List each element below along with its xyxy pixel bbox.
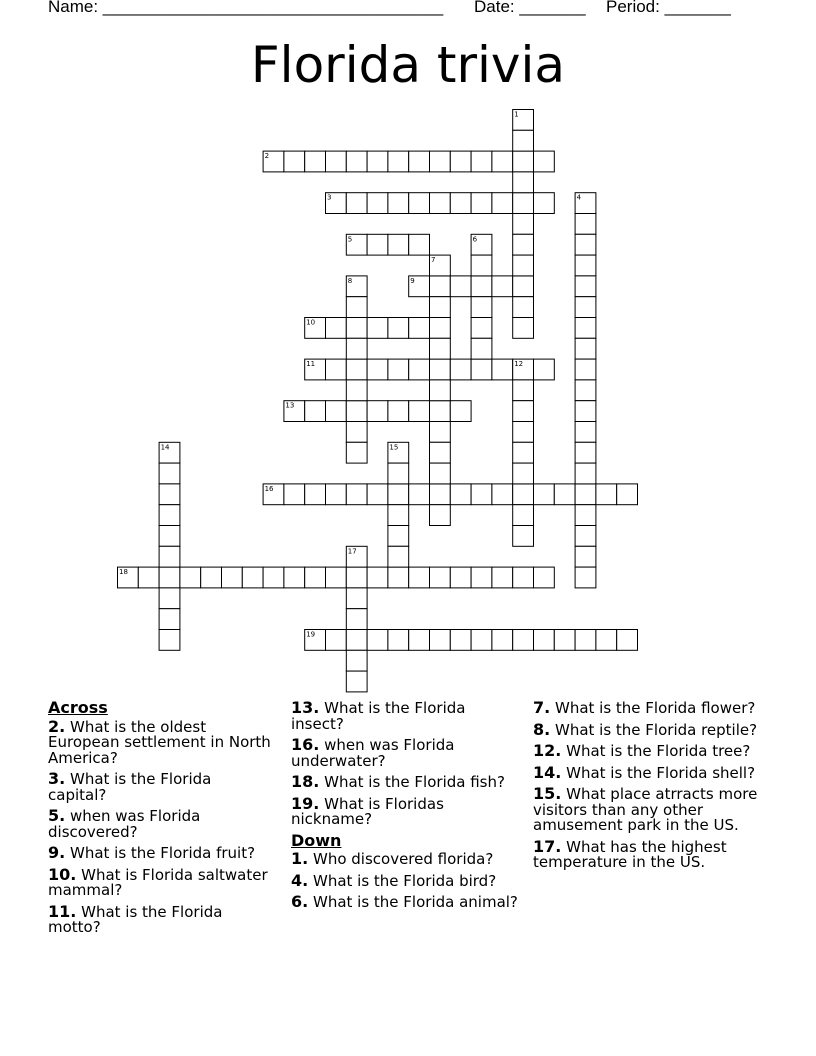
grid-cell[interactable] (242, 567, 263, 588)
clue-number: 13. (291, 698, 320, 717)
grid-cell[interactable] (305, 401, 326, 422)
grid-cell[interactable] (534, 193, 555, 214)
grid-cell[interactable] (471, 151, 492, 172)
clue-text: What is the Florida flower? (550, 699, 756, 717)
grid-cell[interactable] (326, 318, 347, 339)
cell-number: 14 (160, 443, 170, 452)
clue-number: 1. (291, 849, 309, 868)
grid-cell[interactable] (367, 630, 388, 651)
grid-cell[interactable] (450, 484, 471, 505)
grid-cell[interactable] (388, 484, 409, 505)
clue-item (291, 737, 523, 769)
clue-number: 14. (533, 762, 562, 782)
grid-cell[interactable] (575, 630, 596, 651)
grid-cell[interactable] (159, 546, 180, 567)
grid-cell[interactable] (575, 380, 596, 401)
clue-text: when was Florida underwater? (291, 736, 455, 770)
grid-cell[interactable] (513, 234, 534, 255)
clue-number: 12. (533, 741, 562, 760)
clue-number: 5. (48, 806, 66, 825)
grid-cell[interactable] (409, 276, 430, 297)
cell-number: 19 (306, 630, 316, 639)
grid-cell[interactable] (513, 193, 534, 214)
grid-cell[interactable] (326, 193, 347, 214)
grid-cell[interactable] (471, 318, 492, 339)
grid-cell[interactable] (513, 276, 534, 297)
clue-item (533, 719, 765, 739)
grid-cell[interactable] (513, 526, 534, 547)
clue-item (48, 845, 273, 862)
clue-item (533, 786, 765, 834)
grid-cell[interactable] (159, 484, 180, 505)
cell-number: 6 (472, 235, 478, 244)
clues-column-2 (291, 700, 523, 916)
cell-number: 15 (389, 443, 399, 452)
grid-cell[interactable] (513, 318, 534, 339)
grid-cell[interactable] (159, 463, 180, 484)
grid-cell[interactable] (388, 193, 409, 214)
grid-cell[interactable] (346, 401, 367, 422)
grid-cell[interactable] (201, 567, 222, 588)
clue-number: 11. (48, 901, 77, 921)
grid-cell[interactable] (409, 318, 430, 339)
grid-cell[interactable] (388, 463, 409, 484)
clue-number: 10. (48, 864, 77, 884)
grid-cell[interactable] (575, 422, 596, 443)
grid-cell[interactable] (388, 234, 409, 255)
grid-cell[interactable] (513, 130, 534, 151)
grid-cell[interactable] (326, 630, 347, 651)
grid-cell[interactable] (305, 484, 326, 505)
cell-number: 12 (514, 360, 524, 369)
grid-cell[interactable] (409, 567, 430, 588)
grid-cell[interactable] (513, 380, 534, 401)
grid-cell[interactable] (513, 442, 534, 463)
clue-number: 9. (48, 843, 66, 862)
period-field[interactable]: Period: _______ (606, 0, 731, 16)
grid-cell[interactable] (263, 567, 284, 588)
grid-cell[interactable] (326, 401, 347, 422)
grid-cell[interactable] (575, 401, 596, 422)
grid-cell[interactable] (346, 234, 367, 255)
grid-cell[interactable] (534, 359, 555, 380)
grid-cell[interactable] (430, 380, 451, 401)
grid-cell[interactable] (471, 255, 492, 276)
grid-cell[interactable] (450, 151, 471, 172)
grid-cell[interactable] (575, 359, 596, 380)
grid-cell[interactable] (575, 193, 596, 214)
clue-section-heading: Down (291, 830, 342, 850)
grid-cell[interactable] (346, 193, 367, 214)
clue-number: 19. (291, 793, 320, 813)
grid-cell[interactable] (492, 276, 513, 297)
clue-section-heading: Across (48, 698, 108, 717)
grid-cell[interactable] (513, 463, 534, 484)
clue-item (533, 743, 765, 760)
grid-cell[interactable] (471, 338, 492, 359)
grid-cell[interactable] (575, 526, 596, 547)
grid-cell[interactable] (326, 567, 347, 588)
clue-number: 15. (533, 784, 562, 803)
grid-cell[interactable] (159, 588, 180, 609)
puzzle-title: Florida trivia (250, 36, 566, 94)
grid-cell[interactable] (450, 193, 471, 214)
grid-cell[interactable] (346, 151, 367, 172)
cell-number: 3 (327, 193, 332, 202)
grid-cell[interactable] (596, 630, 617, 651)
grid-cell[interactable] (430, 338, 451, 359)
clue-text: What is the Florida animal? (308, 893, 518, 911)
grid-cell[interactable] (471, 359, 492, 380)
clue-text: What is the Florida shell? (561, 763, 756, 782)
grid-cell[interactable] (471, 193, 492, 214)
clue-text: What is Florida saltwater mammal? (48, 865, 268, 899)
grid-cell[interactable] (554, 484, 575, 505)
grid-cell[interactable] (534, 567, 555, 588)
clue-number: 7. (533, 698, 551, 717)
grid-cell[interactable] (575, 484, 596, 505)
grid-cell[interactable] (263, 151, 284, 172)
grid-cell[interactable] (492, 630, 513, 651)
grid-cell[interactable] (346, 546, 367, 567)
grid-cell[interactable] (409, 234, 430, 255)
grid-cell[interactable] (492, 193, 513, 214)
grid-cell[interactable] (409, 401, 430, 422)
grid-cell[interactable] (513, 505, 534, 526)
grid-cell[interactable] (159, 526, 180, 547)
grid-cell[interactable] (388, 567, 409, 588)
clue-number: 6. (291, 892, 309, 911)
grid-cell[interactable] (450, 567, 471, 588)
grid-cell[interactable] (554, 630, 575, 651)
clue-number: 2. (48, 716, 66, 736)
grid-cell[interactable] (388, 505, 409, 526)
grid-cell[interactable] (492, 567, 513, 588)
clue-text: What is the Florida fish? (319, 773, 505, 791)
grid-cell[interactable] (388, 630, 409, 651)
grid-cell[interactable] (367, 484, 388, 505)
grid-cell[interactable] (513, 630, 534, 651)
grid-cell[interactable] (326, 359, 347, 380)
grid-cell[interactable] (367, 234, 388, 255)
grid-cell[interactable] (388, 359, 409, 380)
grid-cell[interactable] (346, 338, 367, 359)
grid-cell[interactable] (596, 484, 617, 505)
grid-cell[interactable] (430, 442, 451, 463)
grid-cell[interactable] (159, 609, 180, 630)
grid-cell[interactable] (346, 318, 367, 339)
grid-cell[interactable] (575, 567, 596, 588)
grid-cell[interactable] (346, 630, 367, 651)
cell-number: 10 (306, 318, 316, 327)
grid-cell[interactable] (430, 276, 451, 297)
grid-cell[interactable] (346, 671, 367, 692)
clue-text: What is Floridas nickname? (291, 794, 444, 828)
grid-cell[interactable] (388, 546, 409, 567)
grid-cell[interactable] (430, 463, 451, 484)
grid-cell[interactable] (471, 297, 492, 318)
grid-cell[interactable] (513, 172, 534, 193)
clue-item (291, 870, 523, 890)
clue-text: What place atrracts more visitors than any other amusement park in the US. (533, 785, 758, 834)
grid-cell[interactable] (575, 505, 596, 526)
grid-cell[interactable] (430, 505, 451, 526)
grid-cell[interactable] (492, 151, 513, 172)
clue-text: What is the oldest European settlement in North America? (48, 717, 271, 767)
cell-number: 11 (306, 360, 316, 369)
grid-cell[interactable] (471, 276, 492, 297)
grid-cell[interactable] (284, 151, 305, 172)
clue-number: 16. (291, 735, 320, 754)
grid-cell[interactable] (367, 567, 388, 588)
grid-cell[interactable] (367, 193, 388, 214)
clue-text: Who discovered florida? (308, 850, 494, 868)
grid-cell[interactable] (575, 214, 596, 235)
cell-number: 2 (264, 152, 270, 161)
grid-cell[interactable] (346, 484, 367, 505)
grid-cell[interactable] (513, 255, 534, 276)
clue-text: when was Florida discovered? (48, 807, 201, 841)
clue-item (48, 716, 273, 767)
cell-number: 9 (410, 276, 415, 285)
grid-cell[interactable] (534, 484, 555, 505)
grid-cell[interactable] (388, 151, 409, 172)
grid-cell[interactable] (284, 401, 305, 422)
grid-cell[interactable] (450, 630, 471, 651)
grid-cell[interactable] (346, 567, 367, 588)
grid-cell[interactable] (575, 276, 596, 297)
clue-item (48, 808, 273, 840)
grid-cell[interactable] (388, 318, 409, 339)
grid-cell[interactable] (575, 463, 596, 484)
grid-cell[interactable] (346, 380, 367, 401)
grid-cell[interactable] (513, 151, 534, 172)
grid-cell[interactable] (513, 214, 534, 235)
cell-number: 17 (347, 547, 357, 556)
clue-item (291, 793, 523, 828)
grid-cell[interactable] (575, 546, 596, 567)
grid-cell[interactable] (617, 484, 638, 505)
clue-item (48, 864, 273, 899)
grid-cell[interactable] (305, 630, 326, 651)
date-field[interactable]: Date: _______ (474, 0, 586, 16)
grid-cell[interactable] (388, 442, 409, 463)
grid-cell[interactable] (430, 484, 451, 505)
clue-number: 4. (291, 870, 309, 890)
grid-cell[interactable] (409, 359, 430, 380)
grid-cell[interactable] (409, 151, 430, 172)
grid-cell[interactable] (513, 567, 534, 588)
grid-cell[interactable] (471, 484, 492, 505)
grid-cell[interactable] (159, 442, 180, 463)
grid-cell[interactable] (471, 630, 492, 651)
grid-cell[interactable] (305, 359, 326, 380)
grid-cell[interactable] (492, 359, 513, 380)
grid-cell[interactable] (513, 110, 534, 131)
grid-cell[interactable] (575, 297, 596, 318)
grid-cell[interactable] (118, 567, 139, 588)
grid-cell[interactable] (346, 588, 367, 609)
grid-cell[interactable] (159, 630, 180, 651)
grid-cell[interactable] (346, 650, 367, 671)
grid-cell[interactable] (409, 630, 430, 651)
clue-item (533, 700, 765, 717)
grid-cell[interactable] (346, 276, 367, 297)
clue-text: What has the highest temperature in the US. (533, 837, 727, 871)
clue-item (48, 771, 273, 803)
grid-cell[interactable] (326, 484, 347, 505)
grid-cell[interactable] (513, 422, 534, 443)
grid-cell[interactable] (305, 567, 326, 588)
grid-cell[interactable] (430, 422, 451, 443)
clue-number: 18. (291, 772, 320, 791)
grid-cell[interactable] (409, 484, 430, 505)
grid-cell[interactable] (513, 484, 534, 505)
clue-text: What is the Florida fruit? (65, 844, 256, 862)
clue-text: What is the Florida insect? (291, 699, 466, 733)
grid-cell[interactable] (471, 567, 492, 588)
grid-cell[interactable] (305, 318, 326, 339)
clue-item (48, 901, 273, 936)
grid-cell[interactable] (284, 567, 305, 588)
clues-column-3 (533, 700, 765, 876)
grid-cell[interactable] (575, 442, 596, 463)
grid-cell[interactable] (575, 255, 596, 276)
grid-cell[interactable] (138, 567, 159, 588)
grid-cell[interactable] (367, 151, 388, 172)
grid-cell[interactable] (534, 630, 555, 651)
clue-item (533, 762, 765, 782)
student-info-header (0, 0, 816, 21)
name-field[interactable]: Name: ____________________________________ (48, 0, 444, 16)
clue-text: What is the Florida reptile? (550, 720, 758, 739)
grid-cell[interactable] (450, 401, 471, 422)
grid-cell[interactable] (513, 359, 534, 380)
grid-cell[interactable] (346, 422, 367, 443)
clue-number: 8. (533, 719, 551, 739)
cell-number: 4 (576, 193, 582, 202)
grid-cell[interactable] (159, 567, 180, 588)
grid-cell[interactable] (388, 526, 409, 547)
grid-cell[interactable] (367, 359, 388, 380)
grid-cell[interactable] (575, 318, 596, 339)
cell-number: 8 (347, 276, 353, 285)
cell-number: 1 (514, 110, 519, 119)
grid-cell[interactable] (159, 505, 180, 526)
cell-number: 5 (347, 235, 353, 244)
grid-cell[interactable] (222, 567, 243, 588)
clue-text: What is the Florida capital? (48, 770, 212, 804)
cell-number: 18 (119, 568, 128, 577)
clues-column-1 (48, 700, 273, 941)
grid-cell[interactable] (430, 359, 451, 380)
grid-cell[interactable] (430, 151, 451, 172)
clue-number: 17. (533, 836, 562, 856)
grid-cell[interactable] (430, 630, 451, 651)
grid-cell[interactable] (575, 338, 596, 359)
grid-cell[interactable] (450, 359, 471, 380)
grid-cell[interactable] (575, 234, 596, 255)
grid-cell[interactable] (430, 567, 451, 588)
cell-number: 7 (431, 256, 436, 265)
clue-text: What is the Florida tree? (561, 742, 751, 760)
clue-item (291, 851, 523, 868)
grid-cell[interactable] (430, 297, 451, 318)
clue-item (291, 894, 523, 911)
cell-number: 13 (285, 401, 295, 410)
grid-cell[interactable] (534, 151, 555, 172)
clue-text: What is the Florida bird? (308, 871, 497, 890)
grid-cell[interactable] (430, 193, 451, 214)
grid-cell[interactable] (284, 484, 305, 505)
clue-text: What is the Florida motto? (48, 902, 223, 936)
grid-cell[interactable] (263, 484, 284, 505)
cell-number: 16 (264, 484, 274, 493)
clue-item (533, 836, 765, 871)
grid-cell[interactable] (513, 401, 534, 422)
grid-cell[interactable] (326, 151, 347, 172)
grid-cell[interactable] (513, 297, 534, 318)
clue-number: 3. (48, 769, 66, 788)
grid-cell[interactable] (430, 401, 451, 422)
grid-cell[interactable] (346, 442, 367, 463)
grid-cell[interactable] (367, 318, 388, 339)
grid-cell[interactable] (346, 609, 367, 630)
grid-cell[interactable] (617, 630, 638, 651)
grid-cell[interactable] (305, 151, 326, 172)
grid-cell[interactable] (492, 484, 513, 505)
grid-cell[interactable] (346, 359, 367, 380)
grid-cell[interactable] (388, 401, 409, 422)
grid-cell[interactable] (346, 297, 367, 318)
grid-cell[interactable] (409, 193, 430, 214)
grid-cell[interactable] (430, 318, 451, 339)
grid-cell[interactable] (180, 567, 201, 588)
grid-cell[interactable] (471, 234, 492, 255)
clue-item (291, 774, 523, 791)
grid-cell[interactable] (367, 401, 388, 422)
clue-item (291, 700, 523, 732)
grid-cell[interactable] (430, 255, 451, 276)
grid-cell[interactable] (450, 276, 471, 297)
